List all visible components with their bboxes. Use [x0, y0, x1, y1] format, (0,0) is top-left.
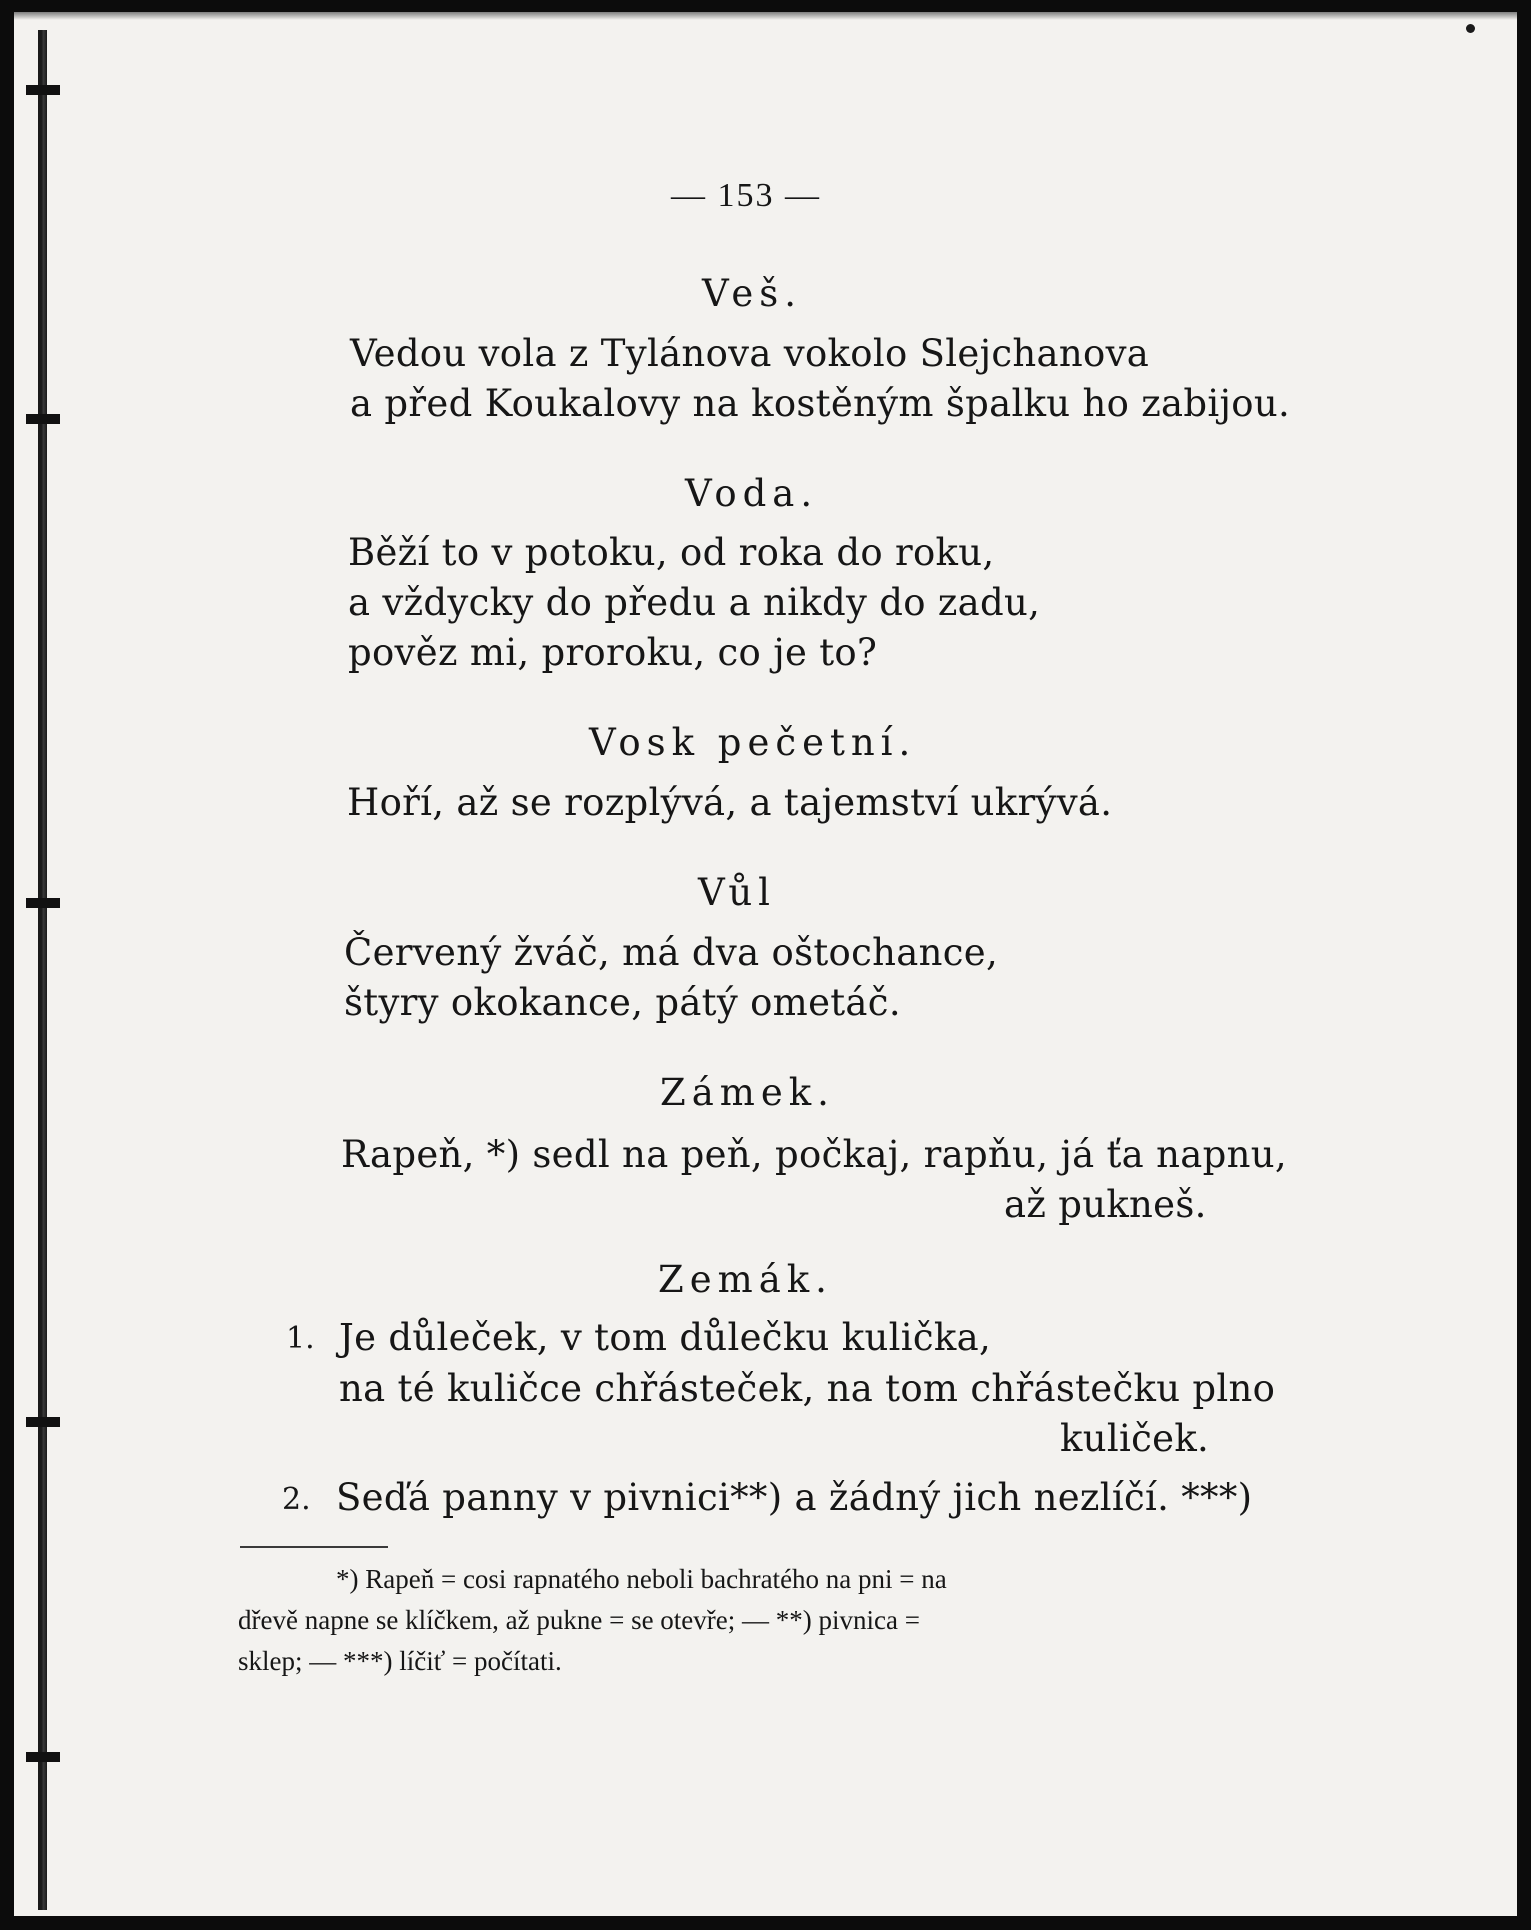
- riddle-heading: Zámek.: [660, 1071, 835, 1114]
- riddle-line: Vedou vola z Tylánova vokolo Slejchanova: [350, 332, 1150, 375]
- riddle-line: kuliček.: [1060, 1417, 1210, 1460]
- riddle-heading: Zemák.: [658, 1258, 833, 1301]
- binding-mark: [26, 1417, 60, 1427]
- riddle-heading: Veš.: [702, 272, 802, 315]
- riddle-line: a vždycky do předu a nikdy do zadu,: [348, 581, 1041, 624]
- riddle-line: Běží to v potoku, od roka do roku,: [348, 531, 995, 574]
- riddle-line: Je důleček, v tom důlečku kulička,: [339, 1316, 992, 1359]
- binding-mark: [26, 898, 60, 908]
- footnote-line: dřevě napne se klíčkem, až pukne = se otevře; — **) pivnica =: [238, 1605, 920, 1635]
- binding-mark: [26, 1752, 60, 1762]
- riddle-line: Hoří, až se rozplývá, a tajemství ukrývá.: [347, 781, 1113, 824]
- binding-mark: [26, 85, 60, 95]
- page-number: — 153 —: [671, 177, 821, 214]
- riddle-line: pověz mi, proroku, co je to?: [348, 631, 878, 674]
- riddle-line: Seďá panny v pivnici**) a žádný jich nezlíčí. ***): [336, 1476, 1253, 1519]
- item-number: 2.: [282, 1482, 311, 1517]
- top-edge-shadow: [14, 12, 1517, 20]
- riddle-line: na té kuličce chřásteček, na tom chřástečku plno: [339, 1367, 1276, 1410]
- riddle-heading: Vosk pečetní.: [589, 721, 917, 764]
- riddle-heading: Vůl: [698, 871, 777, 914]
- item-number: 1.: [286, 1321, 315, 1356]
- binding-mark: [26, 414, 60, 424]
- riddle-line: štyry okokance, pátý ometáč.: [344, 981, 901, 1024]
- riddle-line: až pukneš.: [1004, 1183, 1207, 1226]
- footnote-line: *) Rapeň = cosi rapnatého neboli bachratého na pni = na: [336, 1564, 947, 1594]
- riddle-line: Červený žváč, má dva oštochance,: [344, 931, 999, 974]
- footnote-line: sklep; — ***) líčiť = počítati.: [238, 1646, 562, 1676]
- speck: [1466, 24, 1475, 33]
- footnote-rule: [240, 1546, 388, 1548]
- riddle-line: Rapeň, *) sedl na peň, počkaj, rapňu, já ťa napnu,: [341, 1133, 1287, 1176]
- riddle-heading: Voda.: [685, 472, 819, 515]
- binding-edge: [38, 30, 47, 1910]
- riddle-line: a před Koukalovy na kostěným špalku ho zabijou.: [350, 382, 1291, 425]
